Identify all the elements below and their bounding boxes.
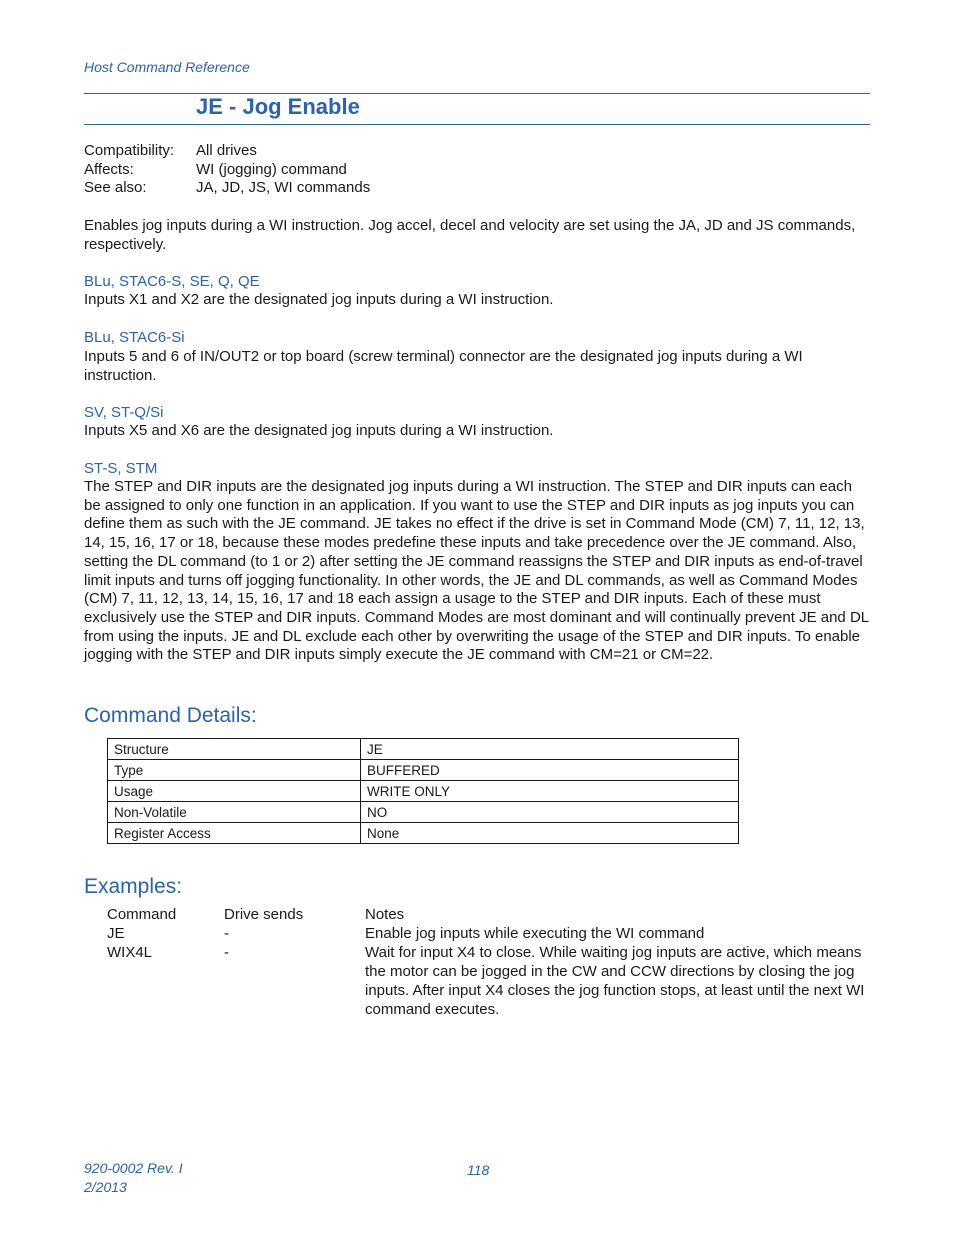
meta-value: All drives bbox=[196, 142, 257, 159]
intro-paragraph: Enables jog inputs during a WI instruction. Jog accel, decel and velocity are set using the JA, JD and JS commands, respectively. bbox=[84, 217, 856, 253]
example-command: JE bbox=[107, 925, 125, 942]
drive-text: Inputs X1 and X2 are the designated jog inputs during a WI instruction. bbox=[84, 291, 554, 308]
command-details-table bbox=[107, 738, 739, 844]
example-notes: Wait for input X4 to close. While waiting jog inputs are active, which means the motor can be jogged in the CW and CCW directions by closing the jog inputs. After input X4 closes the jog function stops, at least until the next WI command executes. bbox=[365, 944, 865, 1018]
meta-block bbox=[84, 142, 370, 198]
table-cell-label: Type bbox=[108, 760, 361, 781]
meta-row bbox=[84, 161, 370, 180]
drive-text: The STEP and DIR inputs are the designated jog inputs during a WI instruction. The STEP and DIR inputs can each be assigned to only one function in an application. If you want to use the STEP and DIR inputs as jog inputs you can define them as such with the JE command. JE takes no effect if the drive is set in Command Mode (CM) 7, 11, 12, 13, 14, 15, 16, 17 or 18, because these modes predefine these inputs and take precedence over the JE command. Also, setting the DL command (to 1 or 2) after setting the JE command reassigns the STEP and DIR inputs as end-of-travel limit inputs and turns off jogging functionality. In other words, the JE and DL commands, as well as Command Modes (CM) 7, 11, 12, 13, 14, 15, 16, 17 and 18 each assign a usage to the STEP and DIR inputs. Each of these must exclusively use the STEP and DIR inputs. Command Modes are most dominant and will continually prevent JE and DL from using the inputs. JE and DL exclude each other by overwriting the usage of the STEP and DIR inputs. To enable jogging with the STEP and DIR inputs simply execute the JE command with CM=21 or CM=22. bbox=[84, 478, 869, 664]
drive-text: Inputs 5 and 6 of IN/OUT2 or top board (screw terminal) connector are the designated jog inputs during a WI instruction. bbox=[84, 348, 803, 384]
example-drive-sends: - bbox=[224, 944, 229, 961]
table-cell-value: NO bbox=[361, 802, 739, 823]
meta-label: Affects: bbox=[84, 160, 134, 178]
table-row bbox=[108, 760, 739, 781]
meta-row bbox=[84, 179, 370, 198]
running-header: Host Command Reference bbox=[84, 59, 250, 75]
examples-title: Examples: bbox=[84, 875, 183, 898]
examples-header-notes: Notes bbox=[365, 906, 405, 923]
table-cell-value: None bbox=[361, 823, 739, 844]
page-title: JE - Jog Enable bbox=[196, 94, 360, 119]
drive-text: Inputs X5 and X6 are the designated jog inputs during a WI instruction. bbox=[84, 422, 554, 439]
table-cell-label: Usage bbox=[108, 781, 361, 802]
table-cell-value: WRITE ONLY bbox=[361, 781, 739, 802]
footer-doc-number: 920-0002 Rev. I bbox=[84, 1160, 183, 1176]
table-cell-value: BUFFERED bbox=[361, 760, 739, 781]
page-number: 118 bbox=[467, 1162, 490, 1178]
drive-heading: SV, ST-Q/Si bbox=[84, 404, 164, 421]
title-rule-bottom bbox=[84, 124, 870, 125]
meta-row bbox=[84, 142, 370, 161]
example-drive-sends: - bbox=[224, 925, 229, 942]
meta-value: JA, JD, JS, WI commands bbox=[196, 179, 371, 197]
command-details-title: Command Details: bbox=[84, 704, 257, 727]
table-row bbox=[108, 802, 739, 823]
drive-heading: BLu, STAC6-S, SE, Q, QE bbox=[84, 273, 260, 290]
table-row bbox=[108, 739, 739, 760]
table-cell-label: Non-Volatile bbox=[108, 802, 361, 823]
meta-label: See also: bbox=[84, 179, 147, 197]
example-notes: Enable jog inputs while executing the WI command bbox=[365, 925, 705, 942]
examples-header-drive-sends: Drive sends bbox=[224, 906, 304, 923]
meta-value: WI (jogging) command bbox=[196, 160, 347, 178]
table-row bbox=[108, 823, 739, 844]
drive-heading: ST-S, STM bbox=[84, 460, 158, 477]
drive-heading: BLu, STAC6-Si bbox=[84, 329, 185, 346]
example-command: WIX4L bbox=[107, 944, 153, 961]
table-row bbox=[108, 781, 739, 802]
table-cell-label: Structure bbox=[108, 739, 361, 760]
examples-header-command: Command bbox=[107, 906, 177, 923]
table-cell-label: Register Access bbox=[108, 823, 361, 844]
footer-date: 2/2013 bbox=[84, 1179, 127, 1195]
meta-label: Compatibility: bbox=[84, 142, 175, 159]
table-cell-value: JE bbox=[361, 739, 739, 760]
